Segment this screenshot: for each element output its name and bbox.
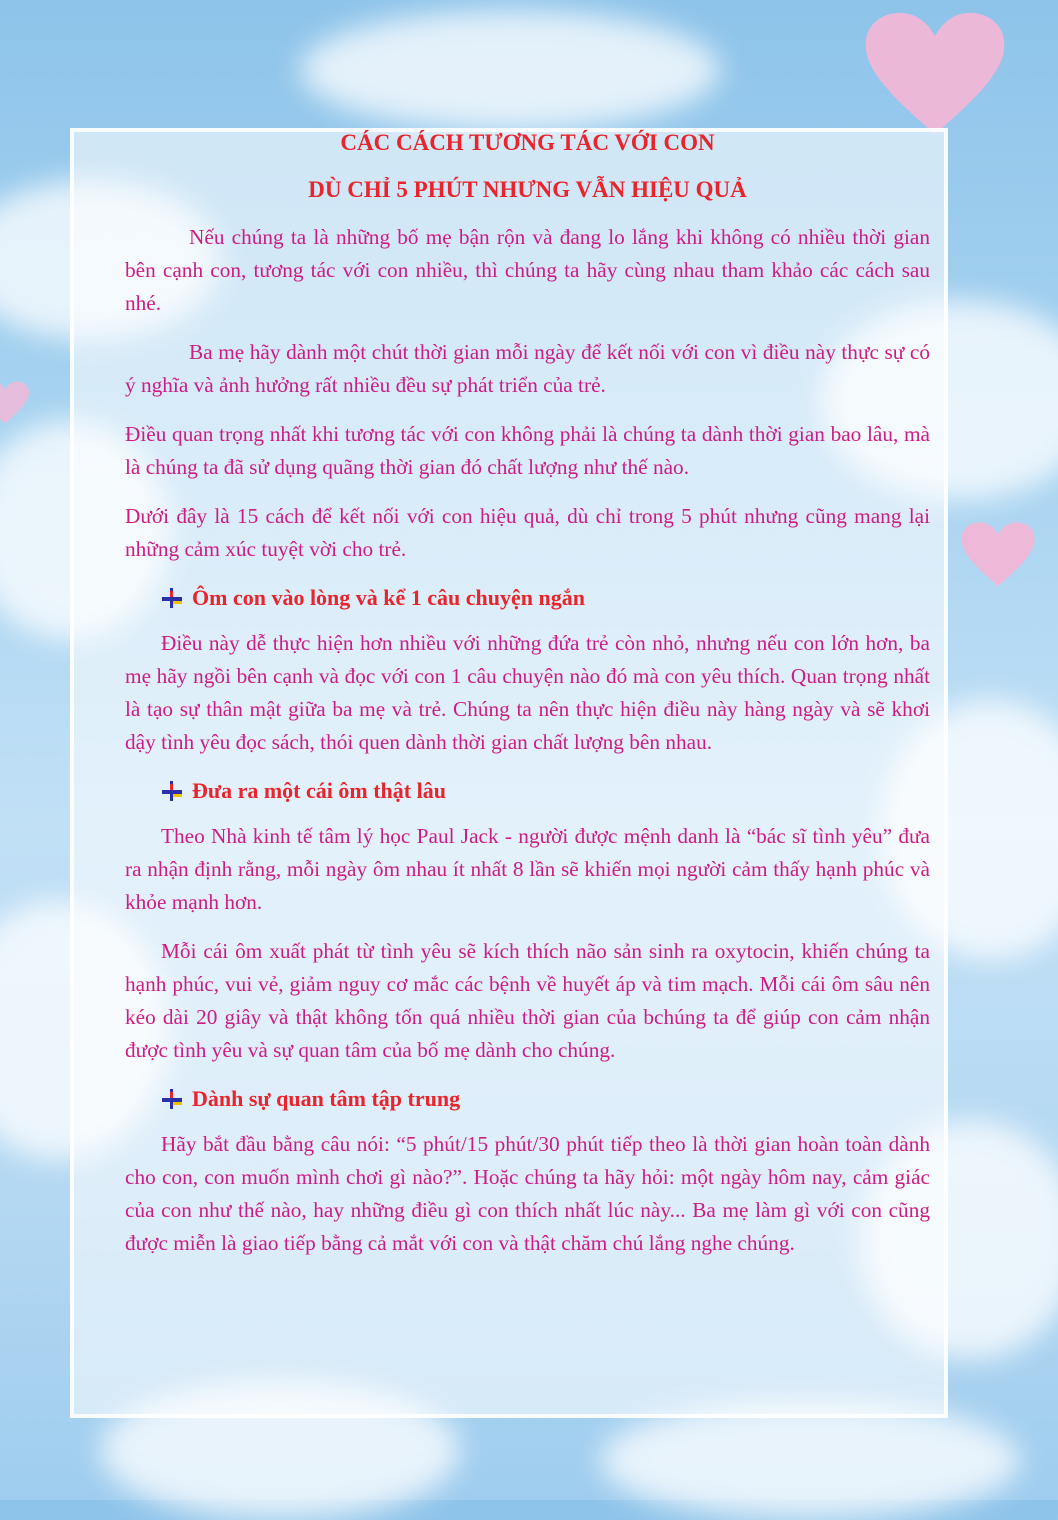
section-paragraph: Hãy bắt đầu bằng câu nói: “5 phút/15 phút/30 phút tiếp theo là thời gian hoàn toàn dành cho con, con muốn mình chơi gì nào?”. Hoặc chúng ta hãy hỏi: một ngày hôm nay, cảm giác của con như thế nào, hay những điều gì con thích nhất lúc này... Ba mẹ làm gì với con cũng được miễn là giao tiếp bằng cả mắt với con và thật chăm chú lắng nghe chúng. — [125, 1132, 930, 1255]
heart-icon — [960, 520, 1036, 590]
plus-bullet-icon — [162, 588, 182, 608]
plus-bullet-icon — [162, 1089, 182, 1109]
section-paragraph: Điều này dễ thực hiện hơn nhiều với những đứa trẻ còn nhỏ, nhưng nếu con lớn hơn, ba mẹ hãy ngồi bên cạnh và đọc với con 1 câu chuyện nào đó mà con yêu thích. Quan trọng nhất là tạo sự thân mật giữa ba mẹ và trẻ. Chúng ta nên thực hiện điều này hàng ngày và sẽ khơi dậy tình yêu đọc sách, thói quen dành thời gian chất lượng bên nhau. — [125, 631, 930, 754]
intro-paragraph: Nếu chúng ta là những bố mẹ bận rộn và đang lo lắng khi không có nhiều thời gian bên cạnh con, tương tác với con nhiều, thì chúng ta hãy cùng nhau tham khảo các cách sau nhé. — [125, 225, 930, 315]
document-body — [125, 130, 930, 1260]
title-line-2: DÙ CHỈ 5 PHÚT NHƯNG VẪN HIỆU QUẢ — [308, 177, 747, 202]
title-line-1: CÁC CÁCH TƯƠNG TÁC VỚI CON — [340, 130, 715, 155]
section-heading-text: Ôm con vào lòng và kể 1 câu chuyện ngắn — [192, 585, 585, 610]
intro-paragraph: Điều quan trọng nhất khi tương tác với con không phải là chúng ta dành thời gian bao lâu, mà là chúng ta đã sử dụng quãng thời gian đó chất lượng như thế nào. — [125, 422, 930, 479]
heart-icon — [0, 380, 30, 426]
section-heading-text: Dành sự quan tâm tập trung — [192, 1086, 461, 1111]
section-heading — [162, 583, 930, 613]
section-paragraph: Theo Nhà kinh tế tâm lý học Paul Jack - người được mệnh danh là “bác sĩ tình yêu” đưa ra nhận định rằng, mỗi ngày ôm nhau ít nhất 8 lần sẽ khiến mọi người cảm thấy hạnh phúc và khỏe mạnh hơn. — [125, 824, 930, 914]
plus-bullet-icon — [162, 781, 182, 801]
intro-paragraph: Dưới đây là 15 cách để kết nối với con hiệu quả, dù chỉ trong 5 phút nhưng cũng mang lại những cảm xúc tuyệt vời cho trẻ. — [125, 504, 930, 561]
section-heading — [162, 1084, 930, 1114]
section-heading — [162, 776, 930, 806]
section-paragraph: Mỗi cái ôm xuất phát từ tình yêu sẽ kích thích não sản sinh ra oxytocin, khiến chúng ta hạnh phúc, vui vẻ, giảm nguy cơ mắc các bệnh về huyết áp và tim mạch. Mỗi cái ôm sâu nên kéo dài 20 giây và thật không tốn quá nhiều thời gian của bchúng ta để giúp con cảm nhận được tình yêu và sự quan tâm của bố mẹ dành cho chúng. — [125, 939, 930, 1062]
section-heading-text: Đưa ra một cái ôm thật lâu — [192, 778, 446, 803]
heart-icon — [860, 10, 1010, 140]
intro-paragraph: Ba mẹ hãy dành một chút thời gian mỗi ngày để kết nối với con vì điều này thực sự có ý nghĩa và ảnh hưởng rất nhiều đều sự phát triển của trẻ. — [125, 340, 930, 397]
